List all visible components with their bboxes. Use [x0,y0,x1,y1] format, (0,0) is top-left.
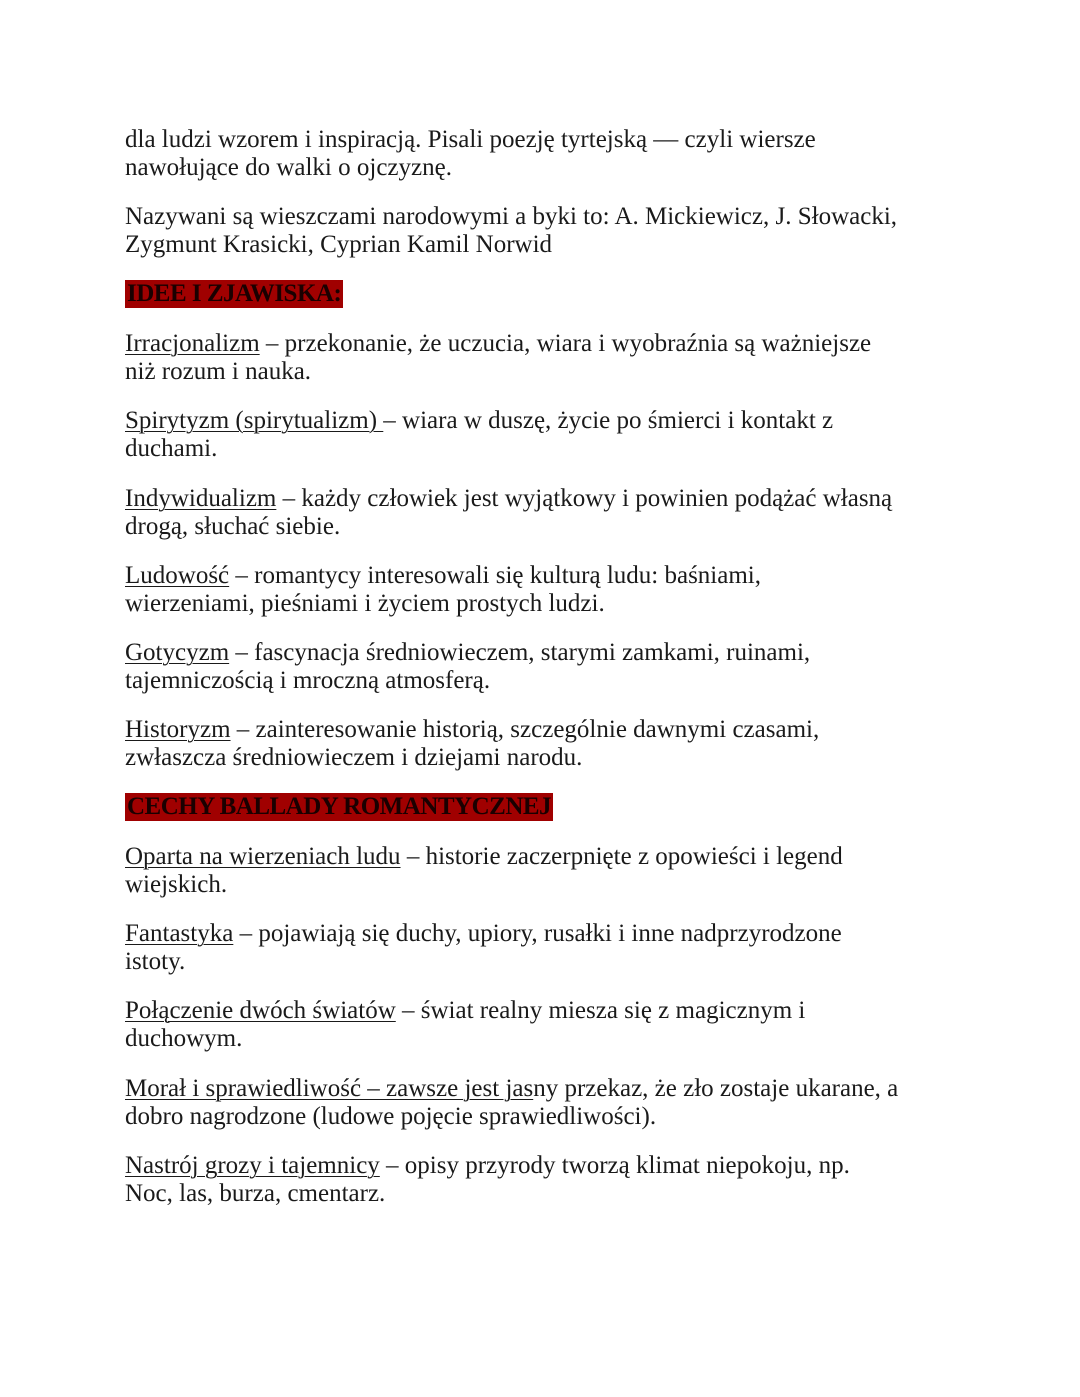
term: Połączenie dwóch światów [125,997,396,1024]
section-heading-idee: IDEE I ZJAWISKA: [127,280,342,307]
text-line [125,330,871,358]
term: Historyzm [125,716,231,743]
text-line: drogą, słuchać siebie. [125,513,341,540]
text-line [125,1075,898,1103]
term: Morał i sprawiedliwość – zawsze jest jas [125,1075,534,1102]
text-line: wierzeniami, pieśniami i życiem prostych ludzi. [125,590,605,617]
text-line [125,843,843,871]
definition-item [125,330,871,386]
definition: – historie zaczerpnięte z opowieści i legend [400,843,843,870]
text-line: Noc, las, burza, cmentarz. [125,1180,386,1207]
definition: – pojawiają się duchy, upiory, rusałki i inne nadprzyrodzone [233,920,842,947]
term: Irracjonalizm [125,330,260,357]
text-line [125,1152,850,1180]
text-line: zwłaszcza średniowieczem i dziejami narodu. [125,744,583,771]
text-line: Nazywani są wieszczami narodowymi a byki to: A. Mickiewicz, J. Słowacki, [125,203,898,230]
term: Indywidualizm [125,485,277,512]
definition-item [125,639,810,695]
definition-item [125,407,833,463]
text-line: Zygmunt Krasicki, Cyprian Kamil Norwid [125,231,553,258]
definition-item [125,997,805,1053]
text-line [125,485,892,513]
definition: – każdy człowiek jest wyjątkowy i powinien podążać własną [276,485,893,512]
definition-item [125,843,843,899]
term: Gotycyzm [125,639,230,666]
term: Ludowość [125,562,230,589]
text-line [125,920,842,948]
definition: – romantycy interesowali się kulturą ludu: baśniami, [229,562,761,589]
definition: ny przekaz, że zło zostaje ukarane, a [533,1075,899,1102]
text-line [125,407,833,435]
definition-item [125,1152,850,1208]
text-line: wiejskich. [125,871,228,898]
definition: – opisy przyrody tworzą klimat niepokoju, np. [379,1152,850,1179]
intro-paragraph [125,126,816,182]
text-line: tajemniczością i mroczną atmosferą. [125,667,491,694]
text-line: duchowym. [125,1025,243,1052]
term: Spirytyzm (spirytualizm) [125,407,384,434]
text-line: dobro nagrodzone (ludowe pojęcie sprawiedliwości). [125,1103,657,1130]
definition-item [125,920,842,976]
definition: – przekonanie, że uczucia, wiara i wyobraźnia są ważniejsze [259,330,872,357]
definition: – zainteresowanie historią, szczególnie dawnymi czasami, [230,716,820,743]
text-line: nawołujące do walki o ojczyznę. [125,154,452,181]
text-line: duchami. [125,435,218,462]
text-line [125,639,810,667]
section-heading-ballada: CECHY BALLADY ROMANTYCZNEJ [127,793,552,820]
definition-item [125,1075,898,1131]
definition-item [125,562,761,618]
text-line [125,562,761,590]
definition: – fascynacja średniowieczem, starymi zamkami, ruinami, [229,639,811,666]
definition: – wiara w duszę, życie po śmierci i kontakt z [383,407,834,434]
text-line [125,997,805,1025]
definition-item [125,716,819,772]
text-line [125,716,819,744]
definition: – świat realny miesza się z magicznym i [395,997,806,1024]
text-line: niż rozum i nauka. [125,358,312,385]
text-line: istoty. [125,948,186,975]
definition-item [125,485,892,541]
term: Nastrój grozy i tajemnicy [125,1152,380,1179]
term: Oparta na wierzeniach ludu [125,843,401,870]
text-line: dla ludzi wzorem i inspiracją. Pisali poezję tyrtejską — czyli wiersze [125,126,816,153]
term: Fantastyka [125,920,234,947]
poets-paragraph [125,203,897,259]
